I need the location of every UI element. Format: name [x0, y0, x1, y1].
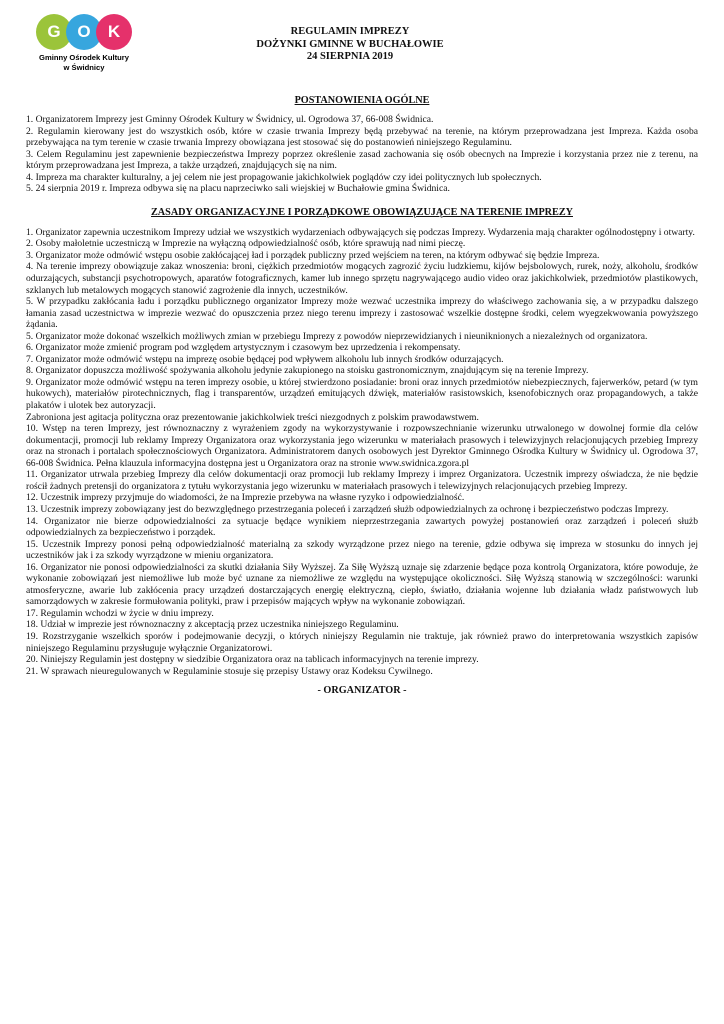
- logo-circle-o: O: [66, 14, 102, 50]
- paragraph-item: 1. Organizatorem Imprezy jest Gminny Ośrodek Kultury w Świdnicy, ul. Ogrodowa 37, 66-008 Świdnica.: [26, 114, 434, 125]
- paragraph-item: 14. Organizator nie bierze odpowiedzialności za sytuacje będące wynikiem nieprzestrzegania zawartych powyżej postanowień oraz zarządzeń i poleceń służb odpowiedzialnych za bezpieczeństwo i porządek.: [26, 515, 698, 539]
- paragraph-item: 10. Wstęp na teren Imprezy, jest równoznaczny z wyrażeniem zgody na wykorzystywanie i rozpowszechnianie wizerunku utrwalonego w dowolnej formie dla celów dokumentacji, promocji lub reklamy Imprezy Organizatora oraz wykorzystania jego wizerunku w materiałach prasowych i telewizyjnych relacjonujących przebieg Imprezy oraz na stronach i portalach społecznościowych Organizatora. Administratorem danych osobowych jest Dyrektor Gminnego Ośrodka Kultury w Świdnicy ul. Ogrodowa 37, 66-008 Świdnica. Pełna klauzula informacyjna dostępna jest u Organizatora oraz na stronie www.swidnica.zgora.pl: [26, 423, 698, 469]
- paragraph-item: 5. W przypadku zakłócania ładu i porządku publicznego organizator Imprezy może wezwać uczestnika imprezy do właściwego zachowania się, a w przypadku dalszego łamania zasad uczestnictwa w imprezie wezwać do opuszczenia przez niego terenu imprezy i zastosować wszelkie dostępne środki, celem wyegzekwowania powyższego żądania.: [26, 296, 698, 331]
- paragraph-item: 6. Organizator może zmienić program pod względem artystycznym i czasowym bez uprzedzenia i rekompensaty.: [26, 342, 461, 354]
- paragraph-item: 11. Organizator utrwala przebieg Imprezy dla celów dokumentacji oraz promocji lub reklamy Imprezy i imprez Organizatora. Uczestnik imprezy oświadcza, że nie będzie rościł żadnych pretensji do organizatora z tytułu wykorzystania jego wizerunku w materiałach prasowych i telewizyjnych relacjonujących przebieg Imprezy.: [26, 469, 698, 492]
- section-general-provisions: [26, 95, 698, 195]
- section-items: [26, 114, 698, 195]
- document-header: [150, 26, 550, 64]
- document-signature: - ORGANIZATOR -: [317, 685, 407, 697]
- header-date: 24 SIERPNIA 2019: [306, 51, 394, 62]
- paragraph-item: 9. Organizator może odmówić wstępu na teren imprezy osobie, u której stwierdzono posiadanie: broni oraz innych przedmiotów niebezpiecznych, fajerwerków, petard (w tym hukowych), materiałów pirotechnicznych, flag i transparentów, urządzeń emitujących dźwięk, materiałów rasistowskich, ksenofobicznych oraz propagandowych, a także plakatów i ulotek bez autoryzacji.: [26, 376, 698, 412]
- paragraph-item: 12. Uczestnik imprezy przyjmuje do wiadomości, że na Imprezie przebywa na własne ryzyko i odpowiedzialność.: [26, 492, 465, 504]
- logo-caption-line2: w Świdnicy: [63, 62, 105, 72]
- section-organizational-rules: [26, 207, 698, 677]
- paragraph-item: 16. Organizator nie ponosi odpowiedzialności za skutki działania Siły Wyższej. Za Siłę Wyższą uznaje się zdarzenie będące poza kontrolą Organizatora, które powoduje, że wykonanie zobowiązań jest niemożliwe lub może być uznane za niemożliwe ze względu na występujące okoliczności. Siłę Wyższą stanowią w szczególności: warunki atmosferyczne, awarie lub zakłócenia pracy urządzeń dostarczających energię elektryczną, ciepło, światło, działania wojenne lub działania władz państwowych lub samorządowych w zakresie formułowania polityki, praw i przepisów mających wpływ na wykonanie zobowiązań.: [26, 561, 698, 608]
- paragraph-item: 5. Organizator może dokonać wszelkich możliwych zmian w przebiegu Imprezy z powodów nieprzewidzianych i nieuniknionych a niezależnych od organizatora.: [26, 330, 648, 342]
- paragraph-item: 4. Na terenie imprezy obowiązuje zakaz wnoszenia: broni, ciężkich przedmiotów mogących zagrozić życiu ludzkiemu, kijów bejsbolowych, rurek, noży, alkoholu, środków odurzających, substancji psychotropowych, aparatów fotograficznych, kamer lub innego sprzętu nagrywającego audio video oraz jakichkolwiek, przedmiotów plastikowych, szklanych lub metalowych mogących stanowić zagrożenie dla innych, uczestników.: [26, 261, 698, 296]
- header-title: REGULAMIN IMPREZY: [290, 26, 410, 37]
- document-body: [26, 95, 698, 697]
- paragraph-item: 3. Celem Regulaminu jest zapewnienie bezpieczeństwa Imprezy poprzez określenie zasad zachowania się osób obecnych na Imprezie i korzystania przez nie z terenu, na którym przeprowadzana jest Impreza, a także urządzeń, znajdujących się na nim.: [26, 148, 698, 172]
- section-title: ZASADY ORGANIZACYJNE I PORZĄDKOWE OBOWIĄZUJĄCE NA TERENIE IMPREZY: [151, 206, 573, 218]
- logo-circle-g: G: [36, 14, 72, 50]
- logo-circle-k: K: [96, 14, 132, 50]
- paragraph-item: 5. 24 sierpnia 2019 r. Impreza odbywa się na placu naprzeciwko sali wiejskiej w Buchałowie gmina Świdnica.: [26, 183, 450, 195]
- paragraph-item: 15. Uczestnik Imprezy ponosi pełną odpowiedzialność materialną za szkody wyrządzone przez niego na terenie, gdzie odbywa się impreza w stosunku do innych jej uczestników jak i za szkody wyrządzone w mieniu organizatora.: [26, 538, 698, 562]
- paragraph-item: 1. Organizator zapewnia uczestnikom Imprezy udział we wszystkich wydarzeniach odbywających się podczas Imprezy. Wydarzenia mają charakter ogólnodostępny i otwarty.: [26, 226, 695, 238]
- gok-logo: [22, 14, 140, 86]
- section-title: POSTANOWIENIA OGÓLNE: [294, 95, 430, 106]
- paragraph-item: 20. Niniejszy Regulamin jest dostępny w siedzibie Organizatora oraz na tablicach informacyjnych na terenie imprezy.: [26, 654, 479, 666]
- paragraph-item: 13. Uczestnik imprezy zobowiązany jest do bezwzględnego przestrzegania poleceń i zarządzeń służb odpowiedzialnych za ochronę i bezpieczeństwo podczas Imprezy.: [26, 503, 669, 515]
- paragraph-item: 3. Organizator może odmówić wstępu osobie zakłócającej ład i porządek publiczny przed wejściem na teren, na którym odbywać się będzie Impreza.: [26, 249, 600, 261]
- paragraph-item: 21. W sprawach nieuregulowanych w Regulaminie stosuje się przepisy Ustawy oraz Kodeksu Cywilnego.: [26, 665, 433, 677]
- logo-caption: [22, 53, 146, 72]
- paragraph-item: 2. Regulamin kierowany jest do wszystkich osób, które w czasie trwania Imprezy będą przebywać na terenie, na którym przeprowadzana jest Impreza. Każda osoba przebywająca na tym terenie w czasie trwania Imprezy obowiązana jest stosować się do postanowień niniejszego Regulaminu.: [26, 125, 698, 149]
- paragraph-item: 2. Osoby małoletnie uczestniczą w Imprezie na wyłączną odpowiedzialność osób, które sprawują nad nimi pieczę.: [26, 238, 466, 250]
- paragraph-item: 18. Udział w imprezie jest równoznaczny z akceptacją przez uczestnika niniejszego Regulaminu.: [26, 619, 399, 631]
- paragraph-item: 4. Impreza ma charakter kulturalny, a jej celem nie jest propagowanie jakichkolwiek poglądów czy idei politycznych lub społecznych.: [26, 171, 542, 183]
- paragraph-item: 19. Rozstrzyganie wszelkich sporów i podejmowanie decyzji, o których niniejszy Regulamin nie traktuje, jak również prawo do interpretowania wszystkich zapisów niniejszego Regulaminu przysługuje wyłącznie Organizatorowi.: [26, 630, 698, 654]
- header-event-name: DOŻYNKI GMINNE W BUCHAŁOWIE: [256, 38, 444, 50]
- paragraph-item: 17. Regulamin wchodzi w życie w dniu imprezy.: [26, 607, 214, 619]
- paragraph-item: 7. Organizator może odmówić wstępu na imprezę osobie będącej pod wpływem alkoholu lub innych środków odurzających.: [26, 353, 504, 365]
- paragraph-item: 8. Organizator dopuszcza możliwość spożywania alkoholu jedynie zakupionego na stoisku gastronomicznym, znajdującym się na terenie Imprezy.: [26, 365, 589, 377]
- paragraph-item: Zabroniona jest agitacja polityczna oraz prezentowanie jakichkolwiek treści niezgodnych z polskim prawodawstwem.: [26, 411, 479, 423]
- logo-caption-line1: Gminny Ośrodek Kultury: [39, 53, 129, 62]
- section-items: [26, 227, 698, 677]
